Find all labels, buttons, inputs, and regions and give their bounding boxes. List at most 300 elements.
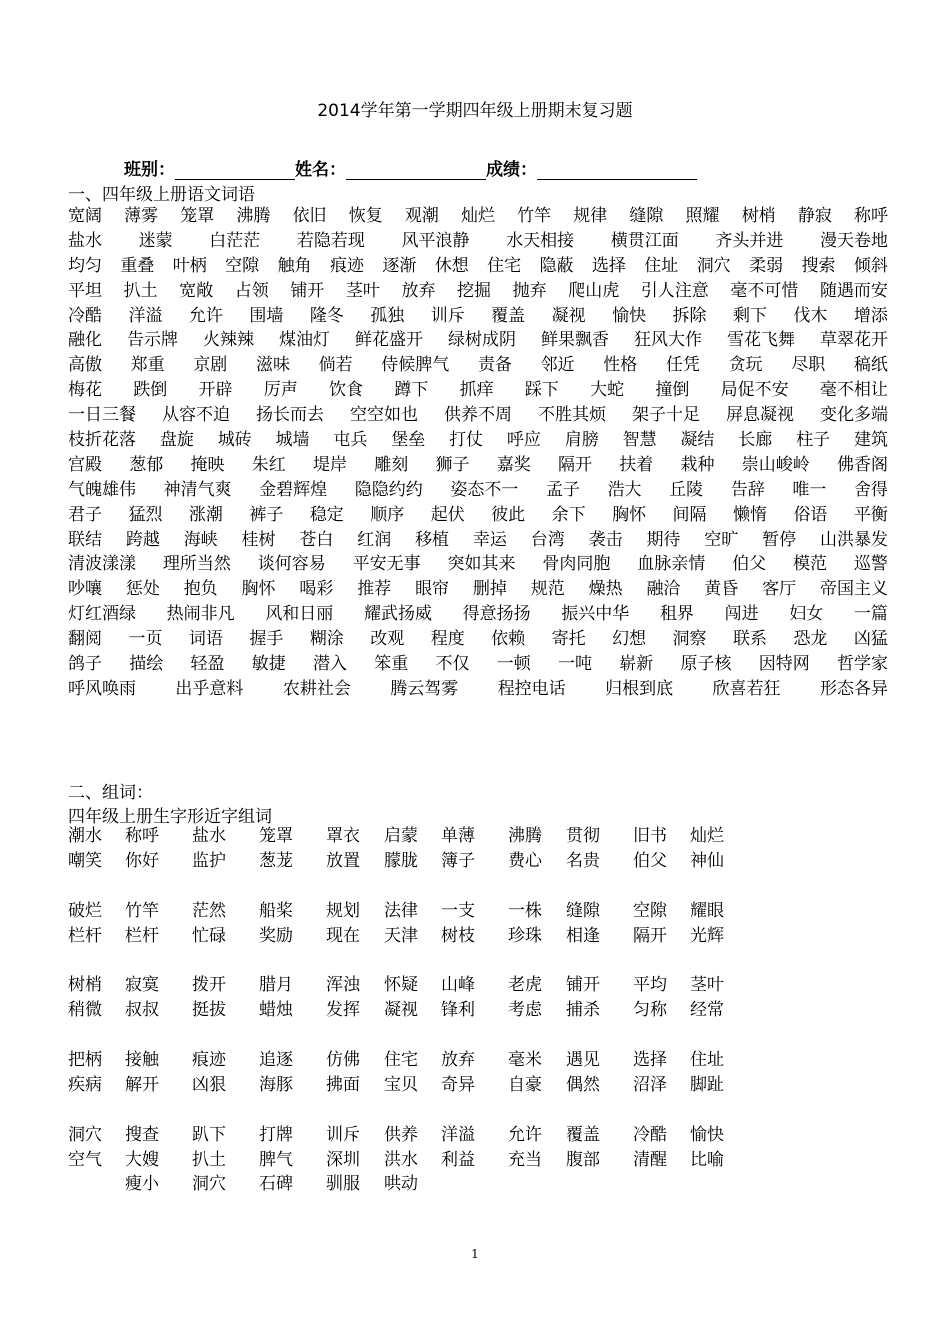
vocab-word: 移植 [415, 529, 450, 550]
vocab-word: 开辟 [198, 380, 233, 401]
page-title: 2014学年第一学期四年级上册期末复习题 [317, 101, 633, 121]
vocab-word: 茎叶 [345, 280, 380, 301]
group-word: 费心 [508, 850, 542, 871]
vocab-word: 搜索 [801, 255, 836, 276]
vocab-word: 沸腾 [236, 206, 271, 226]
vocab-word: 饮食 [329, 380, 364, 401]
vocab-word: 愉快 [612, 305, 647, 326]
vocab-word: 幻想 [612, 629, 647, 650]
vocab-word: 不仅 [435, 654, 470, 675]
vocab-word: 屏息凝视 [726, 405, 794, 426]
vocab-word: 惩处 [125, 579, 160, 600]
group-word: 监护 [192, 850, 226, 871]
vocab-line [68, 328, 888, 353]
vocab-word: 枝折花落 [68, 430, 136, 451]
vocab-word: 草翠花开 [820, 330, 888, 351]
group-word: 比喻 [690, 1149, 724, 1170]
vocab-word: 供养不周 [444, 405, 512, 426]
vocab-word: 扬长而去 [256, 405, 324, 426]
group-word: 旧书 [633, 826, 667, 846]
group-word: 打牌 [259, 1124, 293, 1145]
group-word: 沼泽 [633, 1074, 667, 1095]
vocab-word: 山洪暴发 [819, 529, 888, 550]
group-word: 锋利 [441, 1000, 475, 1021]
vocab-word: 程度 [430, 629, 465, 650]
group-word: 清醒 [633, 1149, 667, 1170]
vocab-line [68, 652, 888, 677]
vocab-word: 肩膀 [564, 430, 599, 451]
score-blank[interactable] [537, 161, 697, 180]
group-word: 解开 [125, 1074, 159, 1095]
vocab-word: 扶着 [619, 454, 654, 475]
vocab-word: 笨重 [374, 654, 409, 675]
vocab-word: 厉声 [263, 380, 298, 401]
vocab-word: 煤油灯 [279, 330, 330, 351]
vocab-word: 俗语 [793, 504, 828, 525]
group-word: 大嫂 [125, 1149, 159, 1170]
vocab-word: 隐隐约约 [354, 479, 423, 500]
name-label: 姓名： [295, 160, 346, 180]
vocab-word: 邻近 [540, 355, 575, 376]
group-word: 栏杆 [125, 925, 159, 946]
vocab-word: 随遇而安 [819, 280, 888, 301]
group-word: 利益 [441, 1149, 475, 1170]
vocab-word: 姿态不一 [450, 479, 519, 500]
group-word: 供养 [384, 1124, 418, 1145]
group-word: 空隙 [633, 900, 667, 921]
group-word: 覆盖 [566, 1124, 600, 1145]
vocab-word: 稿纸 [853, 355, 888, 376]
vocab-word: 糊涂 [309, 629, 344, 650]
group-word: 奖励 [259, 925, 293, 946]
group-word: 伯父 [633, 850, 667, 871]
vocab-word: 闯进 [724, 604, 759, 625]
vocab-word: 性格 [603, 355, 638, 376]
vocab-line [68, 279, 888, 304]
group-word: 单薄 [441, 826, 475, 846]
group-word: 洋溢 [441, 1124, 475, 1145]
group-word: 竹竿 [125, 900, 159, 921]
group-word: 遇见 [566, 1050, 600, 1071]
vocab-word: 归根到底 [605, 678, 674, 699]
vocab-word: 浩大 [607, 479, 642, 500]
group-word: 海豚 [259, 1074, 293, 1095]
vocab-word: 客厅 [762, 579, 797, 600]
group-word: 你好 [125, 850, 159, 871]
group-word: 现在 [326, 925, 360, 946]
vocab-word: 猛烈 [128, 504, 163, 525]
vocab-word: 嘉奖 [496, 454, 531, 475]
vocab-word: 灿烂 [460, 206, 495, 226]
vocab-word: 风和日丽 [265, 604, 334, 625]
vocab-word: 建筑 [853, 430, 888, 451]
vocab-word: 绿树成阴 [448, 330, 516, 351]
vocab-word: 彼此 [491, 504, 526, 525]
vocab-word: 从容不迫 [162, 405, 230, 426]
group-word: 允许 [508, 1124, 542, 1145]
vocab-word: 薄雾 [124, 206, 159, 226]
vocab-line [68, 528, 888, 553]
vocab-word: 均匀 [68, 255, 102, 276]
vocab-word: 规律 [573, 206, 608, 226]
class-blank[interactable] [175, 161, 295, 180]
vocab-word: 城墙 [275, 430, 310, 451]
vocab-line [68, 503, 888, 528]
vocab-word: 改观 [370, 629, 405, 650]
vocab-word: 海峡 [183, 529, 218, 550]
vocab-word: 葱郁 [129, 454, 164, 475]
vocab-word: 智慧 [622, 430, 657, 451]
vocab-word: 观潮 [404, 206, 439, 226]
vocab-word: 缝隙 [629, 206, 664, 226]
vocab-word: 局促不安 [720, 380, 789, 401]
vocab-word: 振兴中华 [561, 604, 630, 625]
vocab-word: 高傲 [68, 355, 102, 376]
vocab-word: 长廊 [738, 430, 773, 451]
vocab-word: 骨肉同胞 [542, 554, 611, 575]
vocab-word: 呼应 [506, 430, 541, 451]
group-word: 铺开 [566, 975, 600, 996]
group-word: 罩衣 [326, 826, 360, 846]
group-word: 稍微 [68, 1000, 102, 1021]
name-blank[interactable] [346, 161, 486, 180]
vocab-word: 洞察 [672, 629, 707, 650]
vocab-word: 顺序 [370, 504, 405, 525]
vocab-word: 栽种 [680, 454, 715, 475]
group-word: 山峰 [441, 975, 475, 996]
group-word: 搜查 [125, 1124, 159, 1145]
vocab-word: 郑重 [130, 355, 165, 376]
vocab-word: 毫不可惜 [730, 280, 799, 301]
group-word: 凶狠 [192, 1074, 226, 1095]
vocab-word: 隔开 [558, 454, 592, 475]
vocab-line [68, 478, 888, 503]
vocab-word: 痕迹 [329, 255, 364, 276]
vocab-word: 休想 [434, 255, 469, 276]
vocab-word: 稳定 [309, 504, 344, 525]
vocab-word: 洋溢 [128, 305, 163, 326]
vocab-word: 撞倒 [655, 380, 690, 401]
vocab-word: 宽敞 [179, 280, 214, 301]
vocab-word: 理所当然 [162, 554, 231, 575]
vocab-word: 任凭 [665, 355, 700, 376]
vocab-word: 帝国主义 [819, 579, 888, 600]
group-word: 启蒙 [384, 826, 418, 846]
vocab-word: 毫不相让 [819, 380, 888, 401]
vocab-word: 扒土 [123, 280, 158, 301]
group-word: 哄动 [384, 1174, 418, 1195]
vocab-word: 吵嚷 [68, 579, 102, 600]
group-word: 灿烂 [690, 826, 724, 846]
vocab-word: 蹲下 [394, 380, 429, 401]
vocab-word: 一日三餐 [68, 405, 136, 426]
vocab-word: 崇山峻岭 [741, 454, 810, 475]
vocab-word: 洞穴 [696, 255, 731, 276]
group-word: 茎叶 [690, 975, 724, 996]
group-word: 沸腾 [508, 826, 542, 846]
vocab-word: 清波漾漾 [68, 554, 136, 575]
group-word: 考虑 [508, 1000, 542, 1021]
group-word: 洪水 [384, 1149, 418, 1170]
group-word: 叔叔 [125, 1000, 159, 1021]
group-word: 痕迹 [192, 1050, 226, 1071]
vocab-word: 鲜果飘香 [541, 330, 609, 351]
vocab-word: 屯兵 [333, 430, 368, 451]
group-word: 笼罩 [259, 826, 293, 846]
group-word: 葱茏 [259, 850, 293, 871]
vocab-word: 暂停 [762, 529, 797, 550]
vocab-word: 伯父 [732, 554, 767, 575]
vocab-word: 柔弱 [749, 255, 784, 276]
vocab-word: 梅花 [68, 380, 102, 401]
vocab-line [68, 627, 888, 652]
vocab-word: 潜入 [313, 654, 347, 675]
vocab-word: 胸怀 [241, 579, 276, 600]
vocab-word: 叶柄 [172, 255, 207, 276]
vocab-word: 眼帘 [415, 579, 450, 600]
vocab-word: 台湾 [530, 529, 565, 550]
vocab-word: 欣喜若狂 [712, 678, 781, 699]
group-word: 潮水 [68, 826, 102, 846]
vocab-word: 金碧辉煌 [259, 479, 328, 500]
group-word: 耀眼 [690, 900, 724, 921]
vocab-word: 间隔 [672, 504, 707, 525]
group-word: 朦胧 [384, 850, 418, 871]
group-word: 怀疑 [384, 975, 418, 996]
vocab-word: 一篇 [853, 604, 888, 625]
vocab-line [68, 403, 888, 428]
vocab-word: 盘旋 [159, 430, 194, 451]
group-word: 树枝 [441, 925, 475, 946]
vocab-word: 哲学家 [837, 654, 888, 675]
vocab-word: 尽职 [791, 355, 826, 376]
vocab-word: 抛弃 [512, 280, 547, 301]
vocab-word: 起伏 [430, 504, 465, 525]
vocab-word: 突如其来 [447, 554, 516, 575]
vocab-word: 照耀 [685, 206, 720, 226]
vocab-word: 红润 [357, 529, 392, 550]
vocab-word: 崭新 [619, 654, 654, 675]
vocab-line [68, 378, 888, 403]
vocab-word: 平衡 [853, 504, 888, 525]
group-word: 拨开 [192, 975, 226, 996]
vocab-word: 倘若 [318, 355, 353, 376]
group-word: 匀称 [633, 1000, 667, 1021]
group-word: 寂寞 [125, 975, 159, 996]
group-word: 训斥 [326, 1124, 360, 1145]
group-word: 脾气 [259, 1149, 293, 1170]
group-word: 珍珠 [508, 925, 542, 946]
vocab-word: 朱红 [251, 454, 286, 475]
vocab-word: 风平浪静 [401, 230, 470, 251]
vocab-word: 冷酷 [68, 305, 102, 326]
vocab-word: 柱子 [796, 430, 831, 451]
group-word: 宝贝 [384, 1074, 418, 1095]
vocab-word: 覆盖 [491, 305, 526, 326]
vocab-word: 舍得 [853, 479, 888, 500]
vocab-line [68, 602, 888, 627]
vocab-word: 跨越 [125, 529, 160, 550]
group-word: 缝隙 [566, 900, 600, 921]
group-word: 隔开 [633, 925, 667, 946]
vocab-word: 恢复 [348, 206, 383, 226]
group-word: 经常 [690, 1000, 724, 1021]
vocab-word: 形态各异 [819, 678, 888, 699]
vocab-line [68, 304, 888, 329]
vocab-word: 得意扬扬 [462, 604, 531, 625]
vocab-word: 横贯江面 [610, 230, 679, 251]
group-word: 选择 [633, 1050, 667, 1071]
vocab-word: 孤独 [370, 305, 405, 326]
vocab-word: 引人注意 [640, 280, 709, 301]
vocab-word: 侍候脾气 [381, 355, 450, 376]
vocab-word: 占领 [234, 280, 269, 301]
vocab-word: 狂风大作 [634, 330, 702, 351]
vocab-word: 跌倒 [133, 380, 168, 401]
group-word: 浑浊 [326, 975, 360, 996]
group-word: 树梢 [68, 975, 102, 996]
group-word: 忙碌 [192, 925, 226, 946]
vocab-word: 允许 [188, 305, 223, 326]
vocab-word: 鲜花盛开 [355, 330, 423, 351]
vocab-word: 抓痒 [459, 380, 494, 401]
group-word: 趴下 [192, 1124, 226, 1145]
vocab-word: 幸运 [472, 529, 507, 550]
vocab-line [68, 353, 888, 378]
vocab-word: 原子核 [680, 654, 732, 675]
vocabulary-list [68, 204, 888, 702]
group-word: 规划 [326, 900, 360, 921]
vocab-word: 懒惰 [732, 504, 767, 525]
vocab-word: 竹竿 [517, 206, 552, 226]
vocab-word: 模范 [793, 554, 827, 575]
group-word: 拂面 [326, 1074, 360, 1095]
vocab-word: 火辣辣 [203, 330, 254, 351]
vocab-word: 一页 [128, 629, 163, 650]
vocab-word: 删掉 [472, 579, 507, 600]
vocab-word: 选择 [591, 255, 626, 276]
vocab-word: 狮子 [435, 454, 470, 475]
page-number: 1 [471, 1247, 479, 1261]
vocab-word: 融洽 [646, 579, 681, 600]
vocab-word: 规范 [530, 579, 565, 600]
vocab-word: 若隐若现 [296, 230, 365, 251]
vocab-word: 妇女 [789, 604, 824, 625]
group-word: 偶然 [566, 1074, 600, 1095]
vocab-word: 翻阅 [68, 629, 102, 650]
vocab-word: 铺开 [290, 280, 325, 301]
vocab-word: 京剧 [193, 355, 228, 376]
group-word: 光辉 [690, 925, 724, 946]
vocab-word: 掩映 [190, 454, 225, 475]
vocab-word: 神清气爽 [163, 479, 232, 500]
vocab-word: 训斥 [430, 305, 465, 326]
group-word: 仿佛 [326, 1050, 360, 1071]
group-word: 自豪 [508, 1074, 542, 1095]
vocab-word: 水天相接 [506, 230, 575, 251]
group-word: 挺拔 [192, 1000, 226, 1021]
group-word: 住宅 [384, 1050, 418, 1071]
vocab-word: 裤子 [249, 504, 284, 525]
group-word: 把柄 [68, 1050, 102, 1071]
vocab-word: 轻盈 [190, 654, 225, 675]
vocab-word: 贪玩 [728, 355, 763, 376]
vocab-word: 抱负 [183, 579, 218, 600]
group-word: 接触 [125, 1050, 159, 1071]
vocab-word: 拆除 [672, 305, 707, 326]
group-word: 驯服 [326, 1174, 360, 1195]
vocab-word: 城砖 [217, 430, 252, 451]
vocab-word: 空空如也 [350, 405, 418, 426]
vocab-word: 住宅 [487, 255, 522, 276]
vocab-word: 空隙 [225, 255, 260, 276]
vocab-word: 租界 [659, 604, 694, 625]
vocab-word: 君子 [68, 504, 102, 525]
vocab-word: 灯红酒绿 [68, 604, 136, 625]
group-word: 破烂 [68, 900, 102, 921]
vocab-word: 描绘 [129, 654, 164, 675]
vocab-line [68, 204, 888, 229]
vocab-word: 挖掘 [457, 280, 492, 301]
vocab-word: 平坦 [68, 280, 102, 301]
vocab-word: 白茫茫 [209, 230, 261, 251]
vocab-word: 握手 [249, 629, 284, 650]
vocab-word: 桂树 [241, 529, 276, 550]
vocab-word: 静寂 [797, 206, 832, 226]
group-word: 簿子 [441, 850, 475, 871]
group-word: 老虎 [508, 975, 542, 996]
group-word: 住址 [690, 1050, 724, 1071]
group-word: 放置 [326, 850, 360, 871]
vocab-line [68, 428, 888, 453]
group-word: 船桨 [259, 900, 293, 921]
vocab-word: 一顿 [496, 654, 531, 675]
vocab-word: 一吨 [558, 654, 592, 675]
group-word: 疾病 [68, 1074, 102, 1095]
vocab-word: 告辞 [730, 479, 765, 500]
vocab-word: 鸽子 [68, 654, 102, 675]
vocab-word: 融化 [68, 330, 102, 351]
vocab-word: 不胜其烦 [538, 405, 606, 426]
group-word: 洞穴 [68, 1124, 102, 1145]
vocab-word: 敏捷 [251, 654, 286, 675]
vocab-word: 踩下 [524, 380, 559, 401]
section-2-heading: 二、组词： [68, 783, 153, 803]
vocab-word: 谈何容易 [257, 554, 326, 575]
vocab-line [68, 577, 888, 602]
vocab-word: 程控电话 [497, 678, 566, 699]
vocab-word: 涨潮 [188, 504, 223, 525]
group-word: 名贵 [566, 850, 600, 871]
group-word: 空气 [68, 1149, 102, 1170]
group-word: 茫然 [192, 900, 226, 921]
group-word: 法律 [384, 900, 418, 921]
group-word: 洞穴 [192, 1174, 226, 1195]
student-info-line [124, 155, 697, 180]
vocab-word: 唯一 [792, 479, 827, 500]
vocab-word: 雪花飞舞 [727, 330, 795, 351]
group-word: 发挥 [326, 1000, 360, 1021]
group-word: 腊月 [259, 975, 293, 996]
group-word: 凝视 [384, 1000, 418, 1021]
vocab-word: 依赖 [491, 629, 526, 650]
group-word: 愉快 [690, 1124, 724, 1145]
group-word: 一支 [441, 900, 475, 921]
vocab-word: 围墙 [249, 305, 284, 326]
vocab-word: 期待 [646, 529, 681, 550]
vocab-word: 滋味 [255, 355, 290, 376]
group-word: 栏杆 [68, 925, 102, 946]
